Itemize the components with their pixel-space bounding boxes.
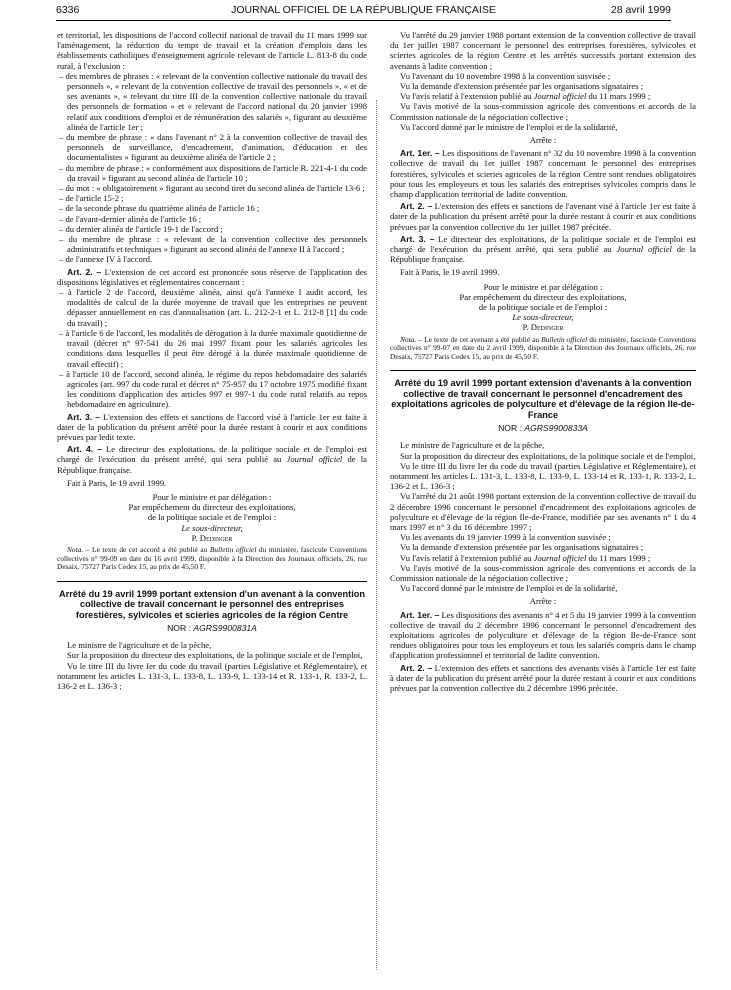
- article-4-text-end: de la République française.: [57, 454, 367, 475]
- right-column: [390, 30, 696, 693]
- signatory-name: P. Dedinger: [191, 532, 233, 543]
- r2-article-1: [390, 610, 696, 661]
- article-2-text: L'extension de cet accord est prononcée sous réserve de l'application des dispositions législatives et réglementaires concernant :: [57, 266, 367, 287]
- section-rule: [57, 581, 367, 582]
- article-3-label: Art. 3. –: [67, 411, 101, 422]
- vu-item: Vu la demande d'extension présentée par les organisations signataires ;: [400, 542, 644, 553]
- article-4-jo: Journal officiel: [286, 454, 343, 465]
- vu-item: Vu les avenants du 19 janvier 1999 à la convention susvisée ;: [400, 532, 611, 543]
- r-article-2-label: Art. 2. –: [400, 201, 433, 212]
- r-article-1: [390, 148, 696, 199]
- vu-item: Vu l'avis motivé de la sous-commission agricole des conventions et accords de la Commission nationale de la négociation collective ;: [390, 101, 696, 122]
- nota-text-end: du ministère, fascicule Conventions collectives n° 99-09 en date du 16 avril 1999, disponible à la Direction des Journaux officiels, 26, rue Desaix, 75727 Paris Cedex 15, au prix de 45,50 F.: [57, 544, 367, 572]
- decree-title: Arrêté du 19 avril 1999 portant extension d'un avenant à la convention collective de travail concernant le personnel des entreprises forestières, sylvicoles et scieries agricoles de la région Centre: [59, 588, 365, 620]
- r-article-3-text: Le directeur des exploitations, de la politique sociale et de l'emploi est chargé de l'exécution du présent arrêté, qui sera publié au: [390, 233, 696, 255]
- fait-a-paris: Fait à Paris, le 19 avril 1999.: [67, 477, 167, 488]
- exclusion-item: – des membres de phrases : « relevant de la convention collective nationale du travail des personnels », « relevant de la convention collective de travail des personnels », « et de ses avenants », « relevant du titre III de la convention collective nationale du travail des personnels de formation » et « relevant de l'accord national du 20 janvier 1998 relatif aux conditions d'emploi et de rémunération des salariés », figurant au deuxième alinéa de l'article 1er ;: [59, 70, 367, 132]
- signature-line: de la politique sociale et de l'emploi :: [478, 302, 608, 313]
- nota-text: – Le texte de cet avenant a été publié au: [416, 334, 542, 344]
- journal-title: JOURNAL OFFICIEL DE LA RÉPUBLIQUE FRANÇAISE: [231, 4, 496, 16]
- nor-code: AGRS9900833A: [524, 423, 588, 434]
- header-rule: [56, 20, 671, 21]
- vu-item: Vu l'arrêté du 29 janvier 1988 portant extension de la convention collective de travail du 1er juillet 1987 concernant le personnel des entreprises forestières, sylvicoles et scieries agricoles de la région Centre et les arrêtés successifs portant extension des avenants à ladite convention ;: [390, 30, 696, 71]
- vu-item: Vu l'avis motivé de la sous-commission agricole des conventions et accords de la Commission nationale de la négociation collective ;: [390, 562, 696, 583]
- r-article-3-label: Art. 3. –: [400, 233, 435, 244]
- vu-item: Vu l'accord donné par le ministre de l'emploi et de la solidarité,: [400, 121, 618, 132]
- r-minister-line: Le ministre de l'agriculture et de la pêche,: [400, 440, 545, 451]
- vu-avis-jo-title: Journal officiel: [533, 91, 587, 102]
- vu-item: Vu la demande d'extension présentée par les organisations signataires ;: [400, 81, 644, 92]
- r2-article-2-text: L'extension des effets et sanctions des avenants visés à l'article 1er est faite à dater de la publication du présent arrêté pour la durée restant à courir et aux conditions prévues par la convention collective du 2 décembre 1996 précitée.: [390, 662, 696, 693]
- exclusion-item: – de l'avant-dernier alinéa de l'article 16 ;: [59, 213, 202, 224]
- vu-avis-text-end: du 11 mars 1999 ;: [586, 552, 651, 563]
- vu-list: [390, 30, 696, 91]
- vu-item: Vu l'avenant du 10 novembre 1998 à la convention susvisée ;: [400, 70, 611, 81]
- signatory-name: P. Dedinger: [522, 322, 564, 333]
- reserve-item: – à l'article 6 de l'accord, les modalités de dérogation à la durée maximale quotidienne de travail (décret n° 97-541 du 26 mai 1997 fixant pour les salariés agricoles les conditions dans lesquelles il peut être dérogé à la durée maximale quotidienne de travail effectif) ;: [59, 327, 367, 369]
- r-arrete-heading: Arrête :: [529, 596, 557, 607]
- signature-line: Par empêchement du directeur des exploitations,: [459, 291, 627, 302]
- exclusion-item: – du membre de phrase : « relevant de la convention collective des personnels administratifs et techniques » figurant au second alinéa de l'annexe II à l'accord ;: [59, 234, 367, 255]
- exclusion-item: – du dernier alinéa de l'article 19-1 de l'accord ;: [59, 223, 223, 234]
- article-3-text: L'extension des effets et sanctions de l'accord visé à l'article 1er est faite à dater de la publication du présent arrêté pour la durée restant à courir et aux conditions prévues par ledit texte.: [57, 411, 368, 442]
- page-number: 6336: [56, 4, 80, 16]
- signature-line: Pour le ministre et par délégation :: [152, 491, 272, 502]
- nota-label: Nota.: [400, 334, 417, 344]
- article-2-label: Art. 2. –: [67, 266, 102, 277]
- vu-avis-text: Vu l'avis relatif à l'extension publié au: [400, 552, 534, 563]
- article-4: [57, 444, 367, 475]
- exclusion-item: – de l'annexe IV à l'accord.: [59, 254, 153, 265]
- r-vu-list-rest: [390, 563, 696, 594]
- signature-line: Pour le ministre et par délégation :: [483, 281, 603, 292]
- vu-item: Vu l'accord donné par le ministre de l'emploi et de la solidarité,: [400, 583, 618, 594]
- article-3: [57, 412, 367, 443]
- r-article-2-text: L'extension des effets et sanctions de l'avenant visé à l'article 1er est faite à dater de la publication du présent arrêté pour la durée restant à courir et aux conditions prévues par la convention collective du 1er juillet 1987 précitée.: [390, 201, 696, 232]
- column-divider: [376, 100, 377, 970]
- nota-text-end: du ministère, fascicule Conventions collectives n° 99-07 en date du 2 avril 1999, disponible à la Direction des Journaux officiels, 26, rue Desaix, 75727 Paris Cedex 15, au prix de 45,50 F.: [390, 334, 696, 361]
- r-article-3-jo: Journal officiel: [616, 244, 672, 255]
- signature-role: Le sous-directeur,: [181, 522, 243, 533]
- r-article-3-text-end: de la République française.: [390, 244, 696, 265]
- r2-article-2-label: Art. 2. –: [400, 662, 433, 673]
- intro-paragraph: et territorial, les dispositions de l'accord collectif national de travail du 11 mars 1999 sur l'aménagement, la réduction du temps de travail et la création d'emplois dans les établissements catholiques d'enseignement agricole relevant de l'article L. 813-8 du code rural, à l'exclusion :: [57, 30, 367, 71]
- exclusion-item: – de la seconde phrase du quatrième alinéa de l'article 16 ;: [59, 203, 260, 214]
- r-signature-block: [390, 282, 696, 333]
- r2-article-1-label: Art. 1er. –: [400, 609, 440, 620]
- vu-list-rest: [390, 101, 696, 132]
- vu-item: Vu l'arrêté du 21 août 1998 portant extension de la convention collective de travail du 2 décembre 1996 concernant le personnel d'encadrement des exploitations agricoles de polyculture et d'élevage de la région Ile-de-France, modifiée par ses avenants n° 1 du 4 mars 1997 et n° 3 du 16 décembre 1997 ;: [390, 491, 696, 532]
- r-article-2: [390, 201, 696, 232]
- r-article-1-text: Les dispositions de l'avenant n° 32 du 10 novembre 1998 à la convention collective de travail du 1er juillet 1987 concernant le personnel des entreprises forestières, sylvicoles et scieries agricoles de la région Centre sont rendues obligatoires pour tous les employeurs et tous les salariés des entreprises sylvicoles compris dans le champ d'application territorial de ladite convention.: [390, 148, 696, 200]
- vu-avis-jo-title: Journal officiel: [533, 552, 587, 563]
- signature-line: de la politique sociale et de l'emploi :: [147, 512, 277, 523]
- r-nor-reference: [390, 423, 696, 433]
- minister-line: Le ministre de l'agriculture et de la pêche,: [67, 640, 212, 651]
- article-4-label: Art. 4. –: [67, 444, 103, 455]
- article-2-items: [57, 287, 367, 409]
- vu-avis-jo: [390, 91, 696, 101]
- reserve-item: – à l'article 10 de l'accord, second alinéa, le régime du repos hebdomadaire des salariés agricoles (art. 997 du code rural et décret n° 75-957 du 17 octobre 1975 modifié fixant les conditions d'application des articles 997 et 997-1 du code rural relatifs au repos hebdomadaire en agriculture).: [59, 368, 367, 410]
- exclusion-item: – du mot : « obligatoirement » figurant au second tiret du second alinéa de l'article 13-6 ;: [59, 183, 365, 194]
- nor-label: NOR :: [498, 423, 525, 434]
- exclusion-item: – de l'article 15-2 ;: [59, 193, 124, 204]
- r-proposition-line: Sur la proposition du directeur des exploitations, de la politique sociale et de l'emploi,: [400, 450, 696, 461]
- exclusion-item: – du membre de phrase : « conformément aux dispositions de l'article R. 221-4-1 du code du travail » figurant au second alinéa de l'article 10 ;: [59, 162, 367, 183]
- issue-date: 28 avril 1999: [610, 4, 671, 16]
- signature-block: [57, 492, 367, 543]
- nor-reference: [57, 623, 367, 633]
- left-column: [57, 30, 367, 691]
- signature-role: Le sous-directeur,: [512, 312, 574, 323]
- r-article-3: [390, 234, 696, 265]
- proposition-line: Sur la proposition du directeur des exploitations, de la politique sociale et de l'emploi,: [67, 650, 363, 661]
- arrete-heading: Arrête :: [529, 135, 557, 146]
- nota: [57, 546, 367, 572]
- reserve-item: – à l'article 2 de l'accord, deuxième alinéa, ainsi qu'à l'annexe I audit accord, les modalités de calcul de la durée moyenne de travail que les entreprises ne peuvent dépasser annuellement en cas d'annualisation (art. L. 212-2-1 et L. 212-8 [1] du code du travail) ;: [59, 287, 367, 328]
- nota-text: – Le texte de cet accord a été publié au: [83, 544, 210, 554]
- r-fait-a-paris: Fait à Paris, le 19 avril 1999.: [400, 267, 500, 278]
- nota-bo: Bulletin officiel: [541, 334, 588, 344]
- r-nota: [390, 336, 696, 362]
- nota-bo: Bulletin officiel: [209, 544, 257, 554]
- vu-avis-text: Vu l'avis relatif à l'extension publié au: [400, 91, 534, 102]
- r-vu-list: [390, 461, 696, 553]
- r-article-1-label: Art. 1er. –: [400, 148, 440, 159]
- signature-line: Par empêchement du directeur des exploitations,: [128, 502, 296, 513]
- r2-article-1-text: Les dispositions des avenants n° 4 et 5 du 19 janvier 1999 à la convention collective de travail du 2 décembre 1996 concernant le personnel d'encadrement des exploitations agricoles de polyculture et d'élevage de la région Ile-de-France sont rendues obligatoires pour tous les employeurs et tous les salariés compris dans le champ d'application professionnel et territorial de ladite convention.: [390, 609, 696, 661]
- vu-paragraph: Vu le titre III du livre Ier du code du travail (parties Législative et Réglementaire), et notamment les articles L. 131-3, L. 133-8, L. 133-9, L. 133-14 et R. 133-1, R. 133-2, L. 136-2 et L. 136-3 ;: [57, 660, 367, 691]
- vu-avis-text-end: du 11 mars 1999 ;: [586, 91, 651, 102]
- exclusion-item: – du membre de phrase : « dans l'avenant n° 2 à la convention collective de travail des personnels de surveillance, d'encadrement, d'animation, d'éducation et des documentalistes » figurant au deuxième alinéa de l'article 2 ;: [59, 132, 367, 163]
- r-vu-avis-jo: [390, 553, 696, 563]
- article-2: [57, 267, 367, 287]
- nota-label: Nota.: [67, 544, 84, 554]
- nor-label: NOR :: [167, 622, 194, 633]
- r-decree-title: Arrêté du 19 avril 1999 portant extension d'avenants à la convention collective de travail concernant le personnel d'encadrement des exploitations agricoles de polyculture et d'élevage de la région Ile-de-France: [391, 378, 695, 420]
- nor-code: AGRS9900831A: [193, 622, 257, 633]
- section-rule: [390, 370, 696, 371]
- exclusion-list: [57, 71, 367, 265]
- article-4-text: Le directeur des exploitations, de la politique sociale et de l'emploi est chargé de l'exécution du présent arrêté, qui sera publié au: [57, 444, 368, 465]
- r2-article-2: [390, 663, 696, 694]
- vu-item: Vu le titre III du livre Ier du code du travail (parties Législative et Réglementaire), et notamment les articles L. 131-3, L. 133-8, L. 133-9, L. 133-14 et R. 133-1, R. 133-2, L. 136-2 et L. 136-3 ;: [390, 460, 696, 492]
